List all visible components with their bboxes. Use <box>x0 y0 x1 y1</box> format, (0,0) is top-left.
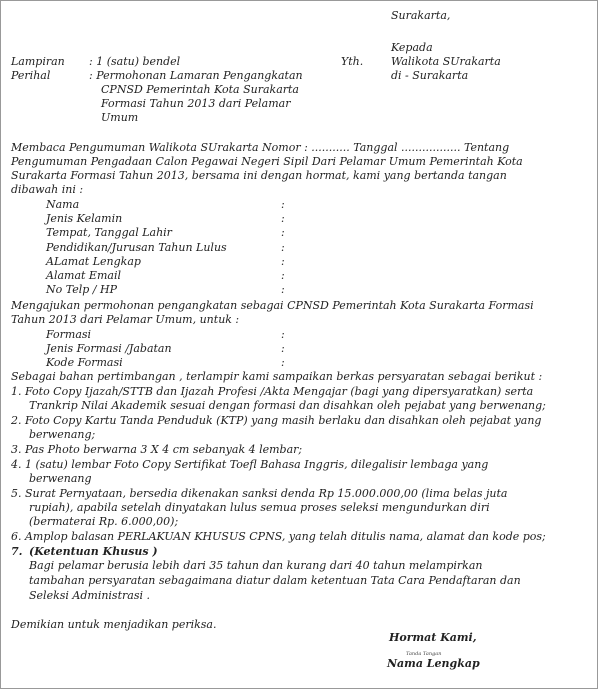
intro-line-4: dibawah ini : <box>11 183 84 196</box>
field-pendidikan: Pendidikan/Jurusan Tahun Lulus <box>46 241 227 254</box>
intro-line-1: Membaca Pengumuman Walikota SUrakarta Nomor : ........... Tanggal ................. Tentang <box>11 141 510 154</box>
special-number: 7. <box>11 545 23 558</box>
consider-line: Sebagai bahan pertimbangan , terlampir kami sampaikan berkas persyaratan sebagai berikut : <box>11 370 543 383</box>
field-colon: : <box>281 356 285 369</box>
special-line-3: Seleksi Administrasi . <box>29 589 150 602</box>
req-6-line-1: 6. Amplop balasan PERLAKUAN KHUSUS CPNS, yang telah ditulis nama, alamat dan kode pos; <box>11 530 546 543</box>
intro-line-3: Surakarta Formasi Tahun 2013, bersama ini dengan hormat, kami yang bertanda tangan <box>11 169 507 182</box>
req-1-line-2: Trankrip Nilai Akademik sesuai dengan formasi dan disahkan oleh pejabat yang berwenang; <box>29 399 546 412</box>
field-colon: : <box>281 255 285 268</box>
field-colon: : <box>281 212 285 225</box>
field-email: Alamat Email <box>46 269 121 282</box>
perihal-line-3: Formasi Tahun 2013 dari Pelamar <box>101 97 291 110</box>
perihal-line-2: CPNSD Pemerintah Kota Surakarta <box>101 83 299 96</box>
field-nama: Nama <box>46 198 80 211</box>
req-5-line-2: rupiah), apabila setelah dinyatakan lulus semua proses seleksi mengundurkan diri <box>29 501 490 514</box>
field-jenis-formasi: Jenis Formasi /Jabatan <box>46 342 172 355</box>
lampiran-value: : 1 (satu) bendel <box>89 55 181 68</box>
perihal-line-4: Umum <box>101 111 139 124</box>
field-colon: : <box>281 328 285 341</box>
closing-line: Demikian untuk menjadikan periksa. <box>11 618 217 631</box>
yth-label: Yth. <box>341 55 364 68</box>
req-5-line-3: (bermaterai Rp. 6.000,00); <box>29 515 179 528</box>
req-5-line-1: 5. Surat Pernyataan, bersedia dikenakan sanksi denda Rp 15.000.000,00 (lima belas juta <box>11 487 508 500</box>
field-colon: : <box>281 269 285 282</box>
apply-line-2: Tahun 2013 dari Pelamar Umum, untuk : <box>11 313 240 326</box>
special-line-1: Bagi pelamar berusia lebih dari 35 tahun dan kurang dari 40 tahun melampirkan <box>29 559 483 572</box>
field-telp: No Telp / HP <box>46 283 117 296</box>
signature-note: Tanda Tangan <box>406 651 442 657</box>
field-colon: : <box>281 283 285 296</box>
recipient-line-2: Walikota SUrakarta <box>391 55 501 68</box>
intro-line-2: Pengumuman Pengadaan Calon Pegawai Negeri Sipil Dari Pelamar Umum Pemerintah Kota <box>11 155 523 168</box>
req-2-line-2: berwenang; <box>29 428 96 441</box>
req-2-line-1: 2. Foto Copy Kartu Tanda Penduduk (KTP) yang masih berlaku dan disahkan oleh pejabat yang <box>11 414 542 427</box>
field-colon: : <box>281 241 285 254</box>
special-title: (Ketentuan Khusus ) <box>29 545 158 558</box>
field-colon: : <box>281 198 285 211</box>
req-3-line-1: 3. Pas Photo berwarna 3 X 4 cm sebanyak 4 lembar; <box>11 443 303 456</box>
signature-greeting: Hormat Kami, <box>389 631 477 644</box>
lampiran-label: Lampiran <box>11 55 65 68</box>
field-kode-formasi: Kode Formasi <box>46 356 123 369</box>
req-4-line-2: berwenang <box>29 472 92 485</box>
city-date: Surakarta, <box>391 9 451 22</box>
field-colon: : <box>281 342 285 355</box>
field-formasi: Formasi <box>46 328 92 341</box>
perihal-line-1: : Permohonan Lamaran Pengangkatan <box>89 69 303 82</box>
perihal-label: Perihal <box>11 69 51 82</box>
special-line-2: tambahan persyaratan sebagaimana diatur dalam ketentuan Tata Cara Pendaftaran dan <box>29 574 521 587</box>
signature-name: Nama Lengkap <box>387 657 480 670</box>
recipient-line-1: Kepada <box>391 41 433 54</box>
field-colon: : <box>281 226 285 239</box>
field-tempat-lahir: Tempat, Tanggal Lahir <box>46 226 172 239</box>
req-1-line-1: 1. Foto Copy Ijazah/STTB dan Ijazah Profesi /Akta Mengajar (bagi yang dipersyaratkan) serta <box>11 385 534 398</box>
field-jenis-kelamin: Jenis Kelamin <box>46 212 123 225</box>
req-4-line-1: 4. 1 (satu) lembar Foto Copy Sertifikat Toefl Bahasa Inggris, dilegalisir lembaga yang <box>11 458 489 471</box>
apply-line-1: Mengajukan permohonan pengangkatan sebagai CPNSD Pemerintah Kota Surakarta Formasi <box>11 299 534 312</box>
recipient-line-3: di - Surakarta <box>391 69 469 82</box>
field-alamat: ALamat Lengkap <box>46 255 141 268</box>
